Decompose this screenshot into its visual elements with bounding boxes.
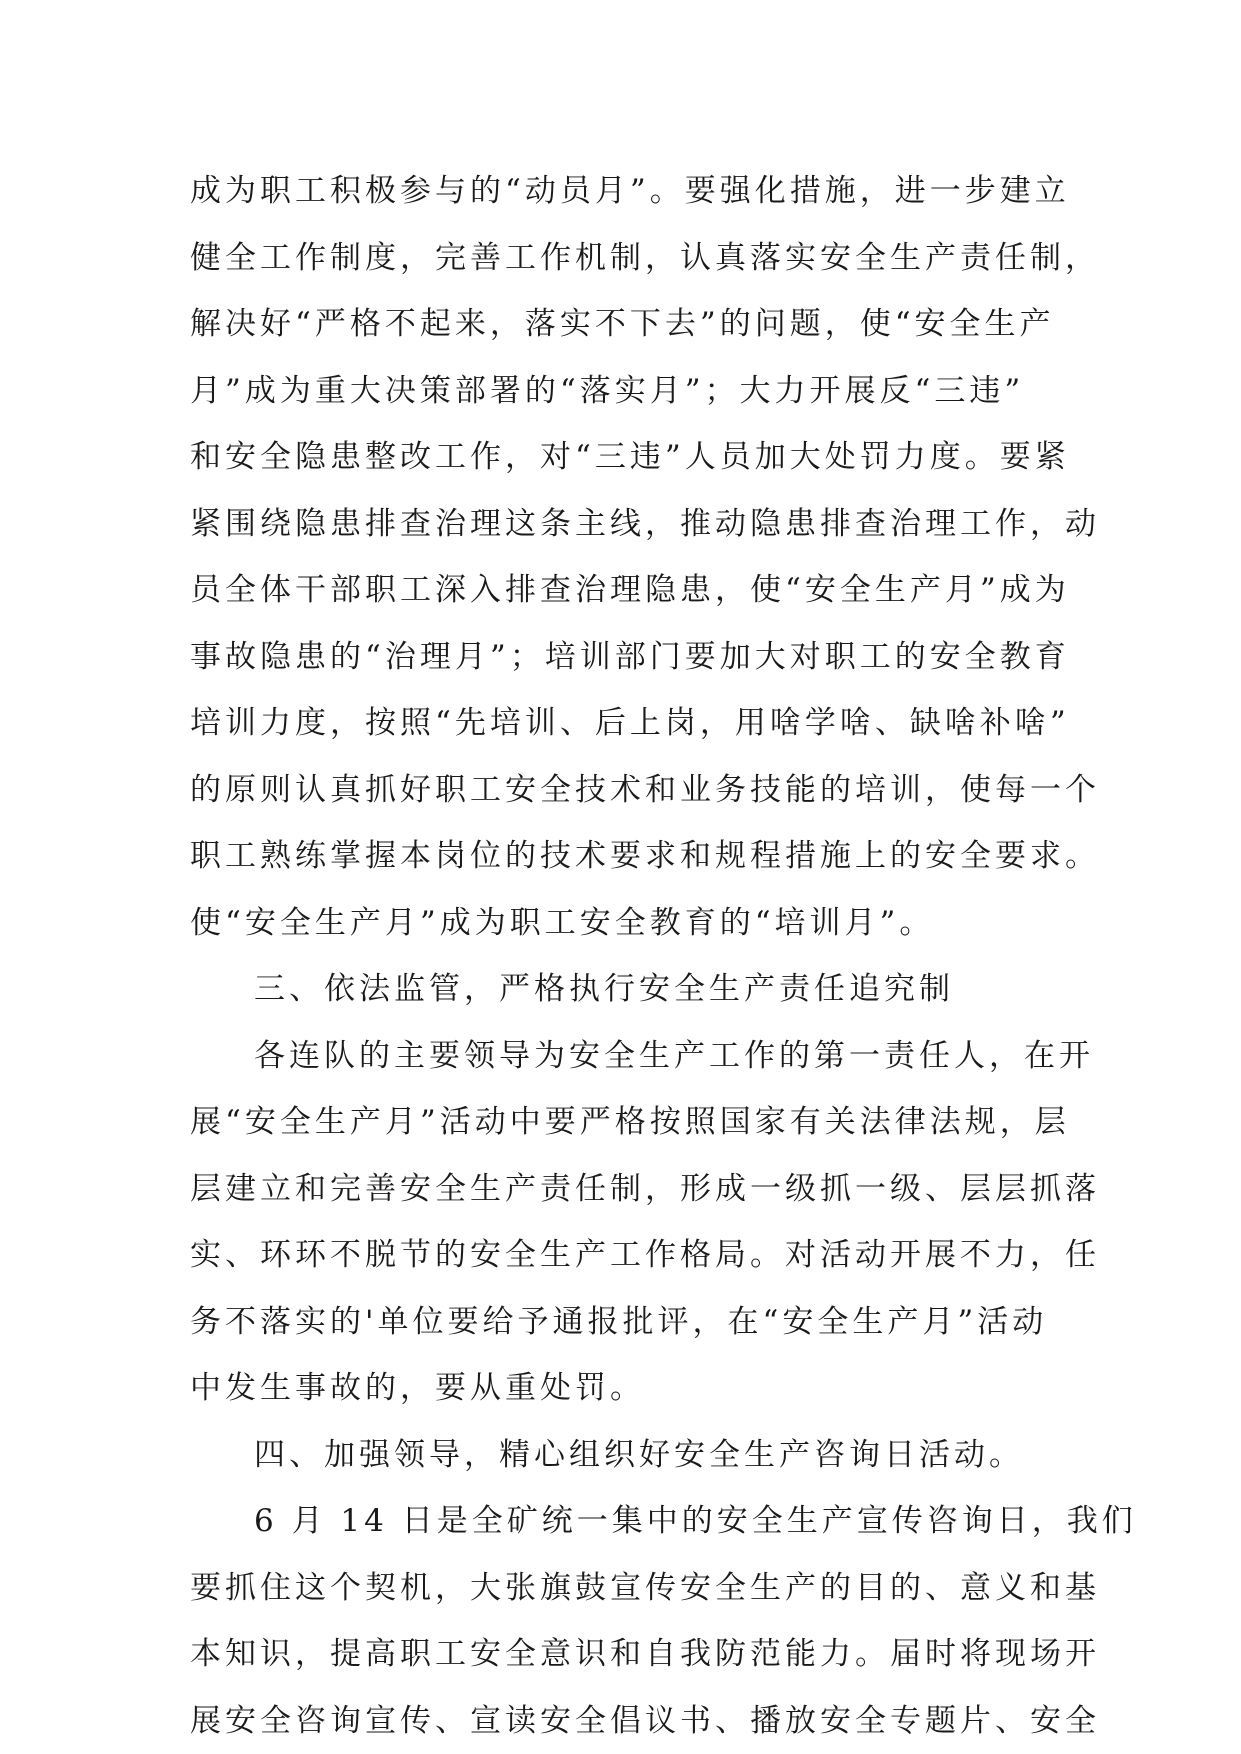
- text-line: 员全体干部职工深入排查治理隐患，使“安全生产月”成为: [190, 572, 1070, 608]
- text-line: 各连队的主要领导为安全生产工作的第一责任人，在开: [254, 1037, 1094, 1074]
- text-line: 事故隐患的“治理月”；培训部门要加大对职工的安全教育: [190, 638, 1070, 675]
- text-line: 的原则认真抓好职工安全技术和业务技能的培训，使每一个: [190, 771, 1100, 808]
- text-line: 职工熟练掌握本岗位的技术要求和规程措施上的安全要求。: [190, 838, 1100, 874]
- text-line: 紧围绕隐患排查治理这条主线，推动隐患排查治理工作，动: [190, 505, 1100, 542]
- text-line: 月”成为重大决策部署的“落实月”；大力开展反“三违”: [190, 372, 1025, 409]
- text-line: 培训力度，按照“先培训、后上岗，用啥学啥、缺啥补啥”: [190, 705, 1070, 741]
- text-line: 和安全隐患整改工作，对“三违”人员加大处罚力度。要紧: [190, 439, 1070, 475]
- text-line: 本知识，提高职工安全意识和自我防范能力。届时将现场开: [190, 1636, 1100, 1672]
- text-line: 层建立和完善安全生产责任制，形成一级抓一级、层层抓落: [190, 1170, 1100, 1207]
- text-line: 解决好“严格不起来，落实不下去”的问题，使“安全生产: [190, 306, 1055, 342]
- text-line: 6 月 14 日是全矿统一集中的安全生产宣传咨询日，我们: [254, 1503, 1137, 1539]
- body-text: [190, 158, 1137, 1754]
- text-line: 健全工作制度，完善工作机制，认真落实安全生产责任制，: [190, 239, 1100, 276]
- text-line: 实、环环不脱节的安全生产工作格局。对活动开展不力，任: [190, 1237, 1100, 1273]
- text-line: 务不落实的'单位要给予通报批评，在“安全生产月”活动: [190, 1303, 1048, 1340]
- text-line: 成为职工积极参与的“动员月”。要强化措施，进一步建立: [190, 173, 1070, 209]
- section-heading: 四、加强领导，精心组织好安全生产咨询日活动。: [254, 1436, 1024, 1473]
- text-line: 要抓住这个契机，大张旗鼓宣传安全生产的目的、意义和基: [190, 1569, 1100, 1606]
- text-line: 使“安全生产月”成为职工安全教育的“培训月”。: [190, 904, 935, 941]
- text-line: 中发生事故的，要从重处罚。: [190, 1370, 645, 1406]
- text-line: 展“安全生产月”活动中要严格按照国家有关法律法规，层: [190, 1104, 1070, 1140]
- text-line: 展安全咨询宣传、宣读安全倡议书、播放安全专题片、安全: [190, 1702, 1100, 1739]
- section-heading: 三、依法监管，严格执行安全生产责任追究制: [254, 971, 954, 1007]
